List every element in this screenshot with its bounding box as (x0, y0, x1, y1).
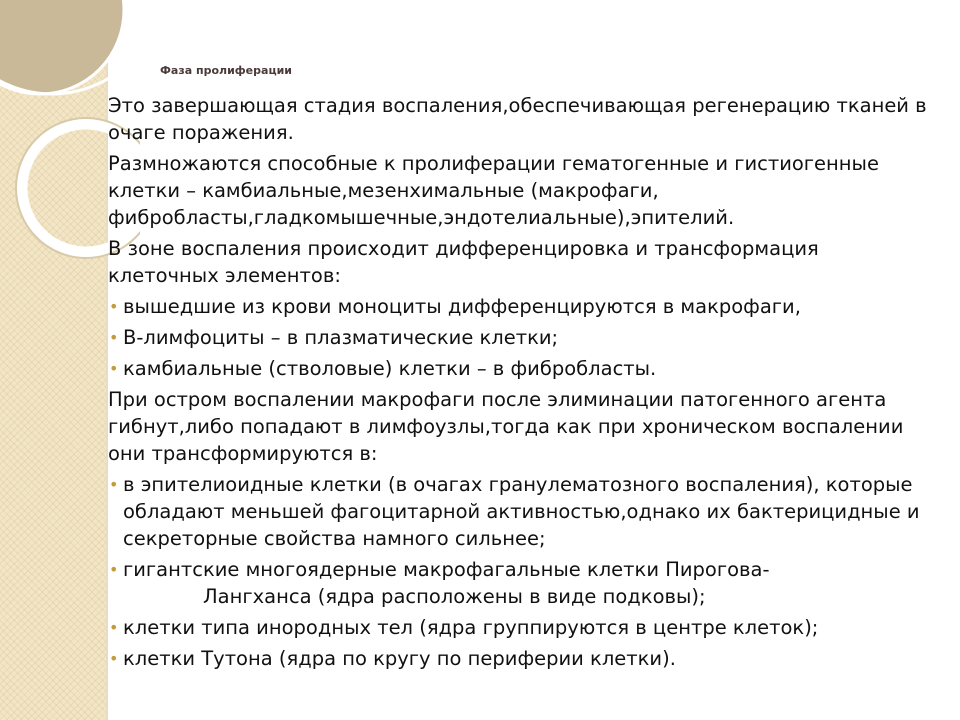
bullet-marker-icon: • (109, 618, 119, 637)
bullet-item (108, 614, 928, 641)
slide-title: Фаза пролиферации (160, 64, 293, 77)
bullet-item (108, 355, 928, 382)
paragraph: В зоне воспаления происходит дифференцировка и трансформация клеточных элементов: (108, 237, 819, 287)
bullet-text: вышедшие из крови моноциты дифференцируются в макрофаги, (123, 295, 801, 318)
paragraph: Размножаются способные к пролиферации гематогенные и гистиогенные клетки – камбиальные,мезенхимальные (макрофаги, фибробласты,гладкомышечные,эндотелиальные),эпителий. (108, 152, 879, 229)
bullet-item (108, 471, 928, 552)
bullet-text: В-лимфоциты – в плазматические клетки; (123, 326, 559, 349)
bullet-text: клетки типа инородных тел (ядра группируются в центре клеток); (123, 616, 819, 639)
bullet-item (108, 556, 928, 610)
bullet-text: клетки Тутона (ядра по кругу по периферии клетки). (123, 647, 676, 670)
bullet-marker-icon: • (109, 475, 119, 494)
bullet-item (108, 324, 928, 351)
bullet-text: в эпителиоидные клетки (в очагах гранулематозного воспаления), которые обладают меньшей фагоцитарной активностью,однако их бактерицидные и секреторные свойства намного сильнее; (123, 473, 920, 550)
paragraph: Это завершающая стадия воспаления,обеспечивающая регенерацию тканей в очаге поражения. (108, 94, 927, 144)
bullet-marker-icon: • (109, 560, 119, 579)
bullet-text: гигантские многоядерные макрофагальные клетки Пирогова- (123, 558, 770, 581)
bullet-text: камбиальные (стволовые) клетки – в фибробласты. (123, 357, 657, 380)
bullet-marker-icon: • (109, 297, 119, 316)
slide-body (108, 92, 928, 676)
bullet-marker-icon: • (109, 359, 119, 378)
bullet-marker-icon: • (109, 328, 119, 347)
bullet-item (108, 645, 928, 672)
bullet-marker-icon: • (109, 649, 119, 668)
bullet-item (108, 293, 928, 320)
paragraph: При остром воспалении макрофаги после элиминации патогенного агента гибнут,либо попадают в лимфоузлы,тогда как при хроническом воспалении они трансформируются в: (108, 388, 904, 465)
bullet-continuation: Лангханса (ядра расположены в виде подковы); (203, 585, 706, 608)
